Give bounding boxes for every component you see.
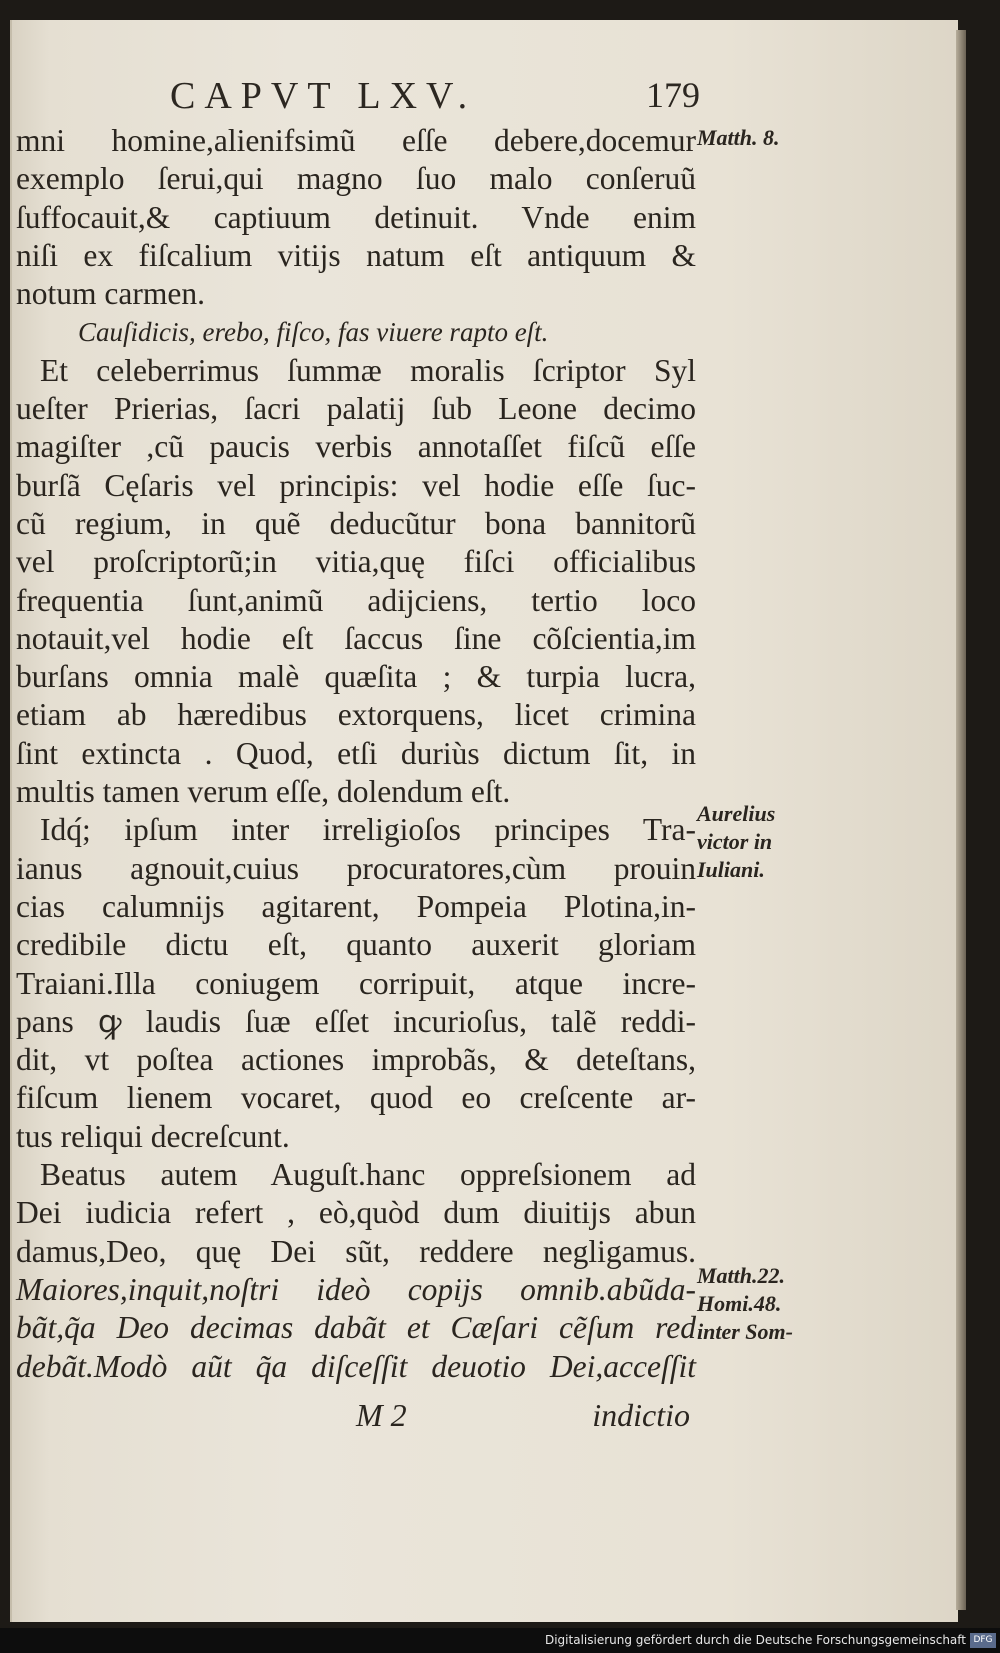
margin-note-line: Matth. 8. <box>697 125 780 150</box>
text-line: ſint extincta . Quod, etſi duriùs dictum ſit, in <box>16 735 696 771</box>
catchline <box>16 1397 696 1441</box>
text-line: notum carmen. <box>16 276 205 312</box>
text-line: frequentia ſunt,animũ adijciens, tertio loco <box>16 582 696 618</box>
catchword: indictio <box>592 1397 690 1433</box>
text-line: multis tamen verum eſſe, dolendum eſt. <box>16 774 511 810</box>
text-line: magiſter ,cũ paucis verbis annotaſſet fiſcũ eſſe <box>16 429 696 465</box>
text-line: damus,Deo, quę Dei sũt, reddere negligamus. <box>16 1233 696 1269</box>
signature-mark: M 2 <box>356 1397 407 1433</box>
text-line: burſans omnia malè quæſita ; & turpia lucra, <box>16 659 696 695</box>
digitization-footer <box>0 1628 1000 1653</box>
margin-note-matth-22 <box>697 1262 827 1346</box>
text-line: Beatus autem Auguſt.hanc oppreſsionem ad <box>40 1157 696 1193</box>
margin-note-matth-8 <box>697 124 827 152</box>
text-line: burſã Cęſaris vel principis: vel hodie eſſe ſuc- <box>16 467 696 503</box>
dfg-logo: DFG <box>970 1633 996 1648</box>
text-line: dit, vt poſtea actiones improbãs, & deteſtans, <box>16 1042 696 1078</box>
running-head <box>170 74 700 122</box>
text-line: tus reliqui decreſcunt. <box>16 1118 290 1154</box>
margin-note-line: Matth.22. <box>697 1263 786 1288</box>
margin-note-line: inter Som- <box>697 1319 793 1344</box>
text-line: cias calumnijs agitarent, Pompeia Plotina,in- <box>16 888 696 924</box>
text-line: Cauſidicis, erebo, fiſco, fas viuere rapto eſt. <box>78 317 549 348</box>
text-line: exemplo ſerui,qui magno ſuo malo conſeruũ <box>16 161 696 197</box>
text-line: Idq́; ipſum inter irreligioſos principes Tra- <box>40 812 696 848</box>
text-line: cũ regium, in quẽ deducũtur bona bannitorũ <box>16 505 696 541</box>
margin-note-aurelius <box>697 800 827 884</box>
margin-note-line: Iuliani. <box>697 857 765 882</box>
margin-note-line: Homi.48. <box>697 1291 782 1316</box>
text-line: ueſter Prierias, ſacri palatij ſub Leone decimo <box>16 391 696 427</box>
chapter-heading: CAPVT LXV. <box>170 75 477 117</box>
text-line: vel proſcriptorũ;in vitia,quę fiſci officialibus <box>16 544 696 580</box>
text-line: bãt,q̃a Deo decimas dabãt et Cæſari cẽſum red <box>16 1310 696 1346</box>
text-line: fiſcum lienem vocaret, quod eo creſcente ar- <box>16 1080 696 1116</box>
folio-number: 179 <box>646 75 700 115</box>
text-line: Maiores,inquit,noſtri ideò copijs omnib.abũda- <box>16 1271 696 1307</box>
text-line: ſuffocauit,& captiuum detinuit. Vnde enim <box>16 199 696 235</box>
text-line: Et celeberrimus ſummæ moralis ſcriptor Syl <box>40 352 696 388</box>
body-text <box>16 122 696 1386</box>
funding-credit: Digitalisierung gefördert durch die Deutsche Forschungsgemeinschaft <box>544 1633 966 1647</box>
text-line: etiam ab hæredibus extorquens, licet crimina <box>16 697 696 733</box>
page-edge <box>956 30 966 1610</box>
margin-note-line: Aurelius <box>697 801 776 826</box>
margin-note-line: victor in <box>697 829 773 854</box>
text-line: mni homine,alienifsimũ eſſe debere,docemur <box>16 123 696 158</box>
text-line: Dei iudicia refert , eò,quòd dum diuitijs abun <box>16 1195 696 1231</box>
text-line: notauit,vel hodie eſt ſaccus ſine cõſcientia,im <box>16 620 696 656</box>
text-line: credibile dictu eſt, quanto auxerit gloriam <box>16 927 696 963</box>
text-line: ianus agnouit,cuius procuratores,cùm prouin <box>16 850 696 886</box>
text-line: debãt.Modò aũt q̃a diſceſſit deuotio Dei,acceſſit <box>16 1348 696 1384</box>
text-line: pans ꝙ laudis ſuæ eſſet incurioſus, talẽ reddi- <box>16 1003 696 1039</box>
text-line: niſi ex fiſcalium vitijs natum eſt antiquum & <box>16 237 696 273</box>
text-line: Traiani.Illa coniugem corripuit, atque incre- <box>16 965 696 1001</box>
